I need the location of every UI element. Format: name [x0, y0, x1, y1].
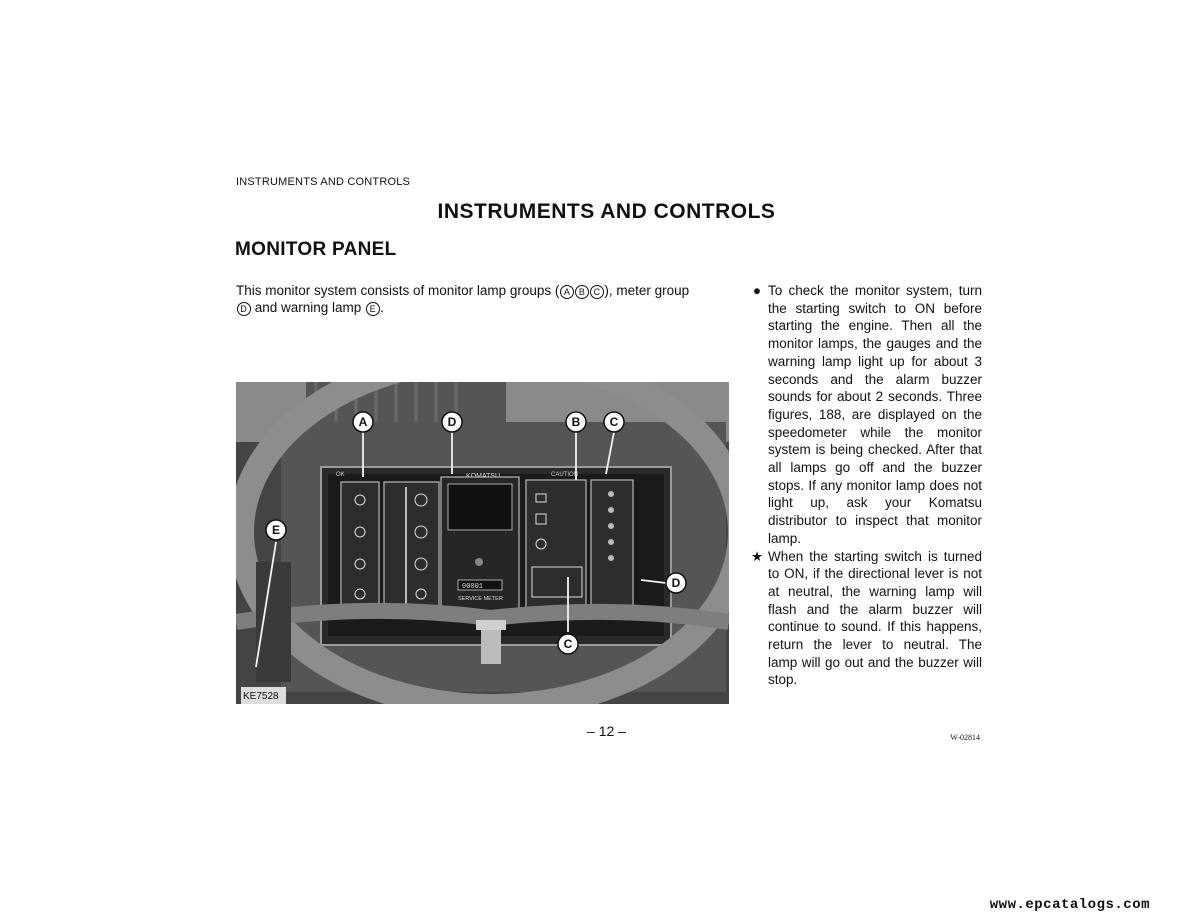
note-check-monitor	[750, 282, 982, 548]
note-text: To check the monitor system, turn the starting switch to ON before starting the engine. Then all the monitor lamps, the gauges and the warning lamp light up for about 3 seconds and the alarm buzzer sounds for about 2 seconds. Three figures, 188, are displayed on the speedometer while the monitor system is being checked. After that all lamps go off and the buzzer stops. If any monitor lamp does not light up, ask your Komatsu distributor to inspect that monitor lamp.	[768, 283, 982, 546]
running-head: INSTRUMENTS AND CONTROLS	[236, 176, 411, 188]
intro-paragraph	[236, 282, 728, 316]
page-title: INSTRUMENTS AND CONTROLS	[437, 200, 776, 223]
photo-code: KE7528	[243, 691, 279, 702]
watermark-url: www.epcatalogs.com	[989, 897, 1150, 913]
service-meter-value: 00001	[462, 583, 484, 591]
panel-ok-text: OK	[336, 472, 345, 478]
intro-text-2: ), meter group	[604, 283, 690, 298]
circle-label-e: E	[366, 302, 380, 316]
page-number: – 12 –	[587, 723, 626, 739]
intro-text-1: This monitor system consists of monitor lamp groups (	[236, 283, 560, 298]
section-title: MONITOR PANEL	[235, 239, 397, 260]
service-meter-label: SERVICE METER	[458, 596, 503, 602]
intro-text-4: .	[380, 300, 384, 315]
document-code: W-02814	[950, 733, 980, 742]
bullet-dot-icon: ●	[752, 283, 762, 298]
circle-label-c: C	[590, 285, 604, 299]
callout-c-top: C	[609, 415, 619, 429]
panel-caution-text: CAUTION	[551, 472, 578, 478]
callout-c-bottom: C	[563, 637, 573, 651]
circle-label-a: A	[560, 285, 574, 299]
monitor-panel-photo	[236, 382, 729, 704]
callout-b: B	[571, 415, 581, 429]
star-icon: ★	[750, 548, 764, 564]
callout-d-right: D	[671, 576, 681, 590]
callout-d-top: D	[447, 415, 457, 429]
circle-label-b: B	[575, 285, 589, 299]
callout-e: E	[271, 523, 281, 537]
circle-label-d: D	[237, 302, 251, 316]
intro-text-3: and warning lamp	[251, 300, 366, 315]
notes-column	[750, 282, 982, 689]
callout-a: A	[358, 415, 368, 429]
note-text: When the starting switch is turned to ON, if the directional lever is not at neutral, the warning lamp will flash and the alarm buzzer will continue to sound. If this happens, return the lever to neutral. The lamp will go out and the buzzer will stop.	[768, 548, 982, 688]
note-directional-lever	[750, 548, 982, 690]
